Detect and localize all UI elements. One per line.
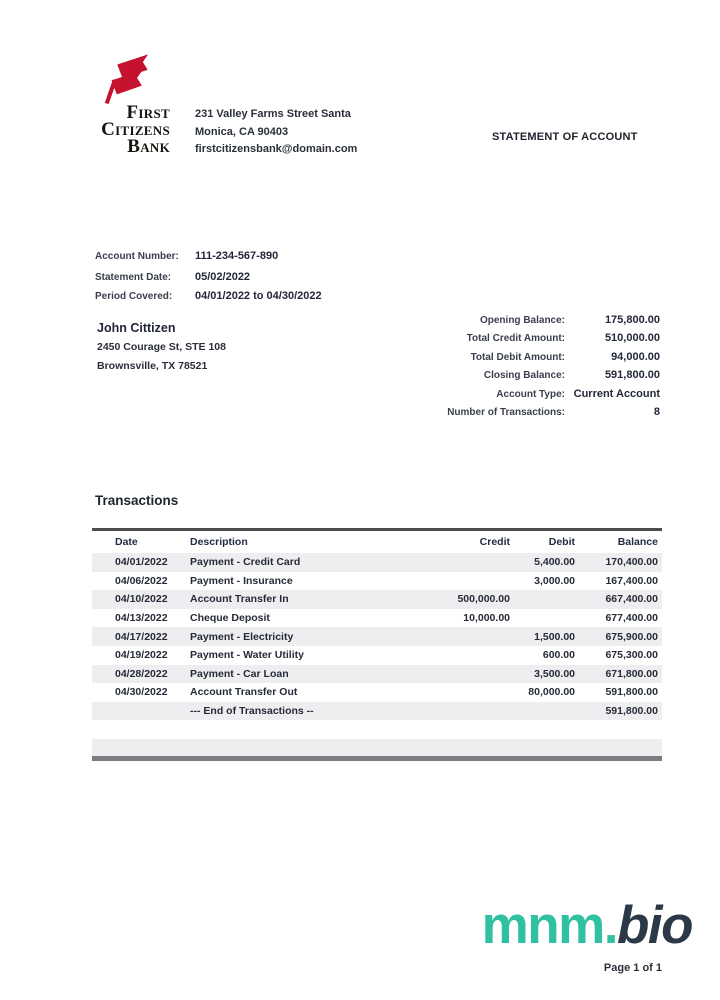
page-number: Page 1 of 1 — [603, 962, 662, 974]
watermark-suffix: bio — [617, 896, 692, 955]
closing-balance-label: Closing Balance: — [483, 370, 565, 382]
transaction-description: Payment - Car Loan — [190, 667, 289, 680]
total-credit-row — [420, 332, 660, 350]
transaction-balance: 167,400.00 — [605, 574, 658, 587]
flag-icon — [98, 50, 152, 104]
transaction-date: 04/10/2022 — [115, 593, 168, 606]
transaction-description: Account Transfer In — [190, 593, 289, 606]
statement-date-label: Statement Date: — [95, 272, 172, 283]
closing-balance-row — [420, 369, 660, 387]
transaction-date: 04/28/2022 — [115, 667, 168, 680]
balance-summary — [420, 314, 660, 424]
bank-address-line2: Monica, CA 90403 — [195, 125, 289, 138]
account-number-row — [95, 250, 322, 269]
transaction-row — [92, 627, 662, 646]
transaction-row — [92, 665, 662, 684]
column-header-date: Date — [115, 536, 138, 548]
total-credit-label: Total Credit Amount: — [466, 333, 565, 345]
transaction-credit: 10,000.00 — [463, 612, 510, 625]
transaction-description: Payment - Water Utility — [190, 649, 304, 662]
column-header-credit: Credit — [479, 536, 510, 548]
transaction-count-value: 8 — [653, 405, 660, 418]
total-debit-label: Total Debit Amount: — [470, 351, 565, 363]
transaction-debit: 3,000.00 — [534, 574, 575, 587]
transaction-debit: 600.00 — [542, 649, 575, 662]
transaction-row — [92, 572, 662, 591]
transaction-debit: 1,500.00 — [534, 630, 575, 643]
transaction-description: Payment - Insurance — [190, 574, 293, 587]
transaction-row — [92, 553, 662, 572]
account-number-value: 111-234-567-890 — [195, 250, 279, 262]
account-number-label: Account Number: — [95, 251, 179, 262]
account-type-row — [420, 388, 660, 406]
transaction-balance: 591,800.00 — [605, 686, 658, 699]
transactions-header-row — [92, 531, 662, 553]
account-info — [95, 250, 322, 309]
period-covered-value: 04/01/2022 to 04/30/2022 — [195, 290, 322, 302]
transaction-debit: 3,500.00 — [534, 667, 575, 680]
transactions-table — [92, 528, 662, 761]
account-type-value: Current Account — [573, 387, 660, 400]
closing-balance-value: 591,800.00 — [604, 369, 660, 382]
transaction-row — [92, 683, 662, 702]
transaction-description: Payment - Credit Card — [190, 556, 301, 569]
transaction-row — [92, 609, 662, 628]
statement-title: STATEMENT OF ACCOUNT — [492, 131, 638, 143]
column-header-debit: Debit — [548, 536, 575, 548]
transaction-date: 04/01/2022 — [115, 556, 168, 569]
customer-name: John Cittizen — [97, 321, 176, 335]
transaction-date: 04/06/2022 — [115, 574, 168, 587]
transaction-balance: 170,400.00 — [605, 556, 658, 569]
transaction-count-label: Number of Transactions: — [447, 406, 565, 418]
transaction-description: --- End of Transactions -- — [190, 705, 314, 718]
total-debit-value: 94,000.00 — [611, 350, 660, 363]
table-filler-row-gray — [92, 739, 662, 756]
transaction-balance: 677,400.00 — [605, 612, 658, 625]
transactions-heading: Transactions — [95, 493, 179, 508]
bank-logo — [86, 50, 170, 155]
transaction-row — [92, 702, 662, 721]
customer-address-line2: Brownsville, TX 78521 — [97, 359, 208, 372]
mnm-bio-watermark — [482, 898, 692, 954]
transaction-date: 04/30/2022 — [115, 686, 168, 699]
transaction-date: 04/17/2022 — [115, 630, 168, 643]
bank-name-line1: First — [126, 102, 170, 123]
bank-email: firstcitizensbank@domain.com — [195, 143, 358, 155]
column-header-balance: Balance — [617, 536, 658, 548]
transaction-balance: 671,800.00 — [605, 667, 658, 680]
table-bottom-bar — [92, 756, 662, 761]
transaction-date: 04/13/2022 — [115, 612, 168, 625]
opening-balance-label: Opening Balance: — [479, 315, 565, 326]
transaction-balance: 667,400.00 — [605, 593, 658, 606]
bank-name-line2: Citizens — [101, 119, 170, 140]
transaction-date: 04/19/2022 — [115, 649, 168, 662]
total-debit-row — [420, 351, 660, 369]
account-type-label: Account Type: — [496, 388, 565, 400]
transaction-description: Account Transfer Out — [190, 686, 298, 699]
watermark-prefix: mnm. — [481, 896, 618, 955]
transaction-balance: 675,900.00 — [605, 630, 658, 643]
total-credit-value: 510,000.00 — [604, 332, 660, 345]
transaction-credit: 500,000.00 — [457, 593, 510, 606]
period-covered-label: Period Covered: — [95, 291, 173, 302]
column-header-description: Description — [190, 536, 248, 548]
customer-block — [97, 318, 226, 375]
transaction-rows — [92, 553, 662, 720]
transaction-row — [92, 590, 662, 609]
statement-date-row — [95, 271, 322, 290]
bank-name-line3: Bank — [127, 136, 170, 157]
table-filler-row-white — [92, 720, 662, 739]
period-covered-row — [95, 290, 322, 309]
opening-balance-value: 175,800.00 — [604, 314, 660, 326]
bank-address — [195, 106, 357, 159]
customer-address-line1: 2450 Courage St, STE 108 — [97, 341, 226, 353]
transaction-description: Payment - Electricity — [190, 630, 294, 643]
statement-date-value: 05/02/2022 — [195, 271, 251, 283]
transaction-description: Cheque Deposit — [190, 612, 270, 625]
transaction-count-row — [420, 406, 660, 424]
transaction-debit: 5,400.00 — [534, 556, 575, 569]
bank-address-line1: 231 Valley Farms Street Santa — [195, 108, 351, 120]
transaction-balance: 675,300.00 — [605, 649, 658, 662]
transaction-row — [92, 646, 662, 665]
transaction-balance: 591,800.00 — [605, 705, 658, 718]
opening-balance-row — [420, 314, 660, 332]
transaction-debit: 80,000.00 — [528, 686, 575, 699]
